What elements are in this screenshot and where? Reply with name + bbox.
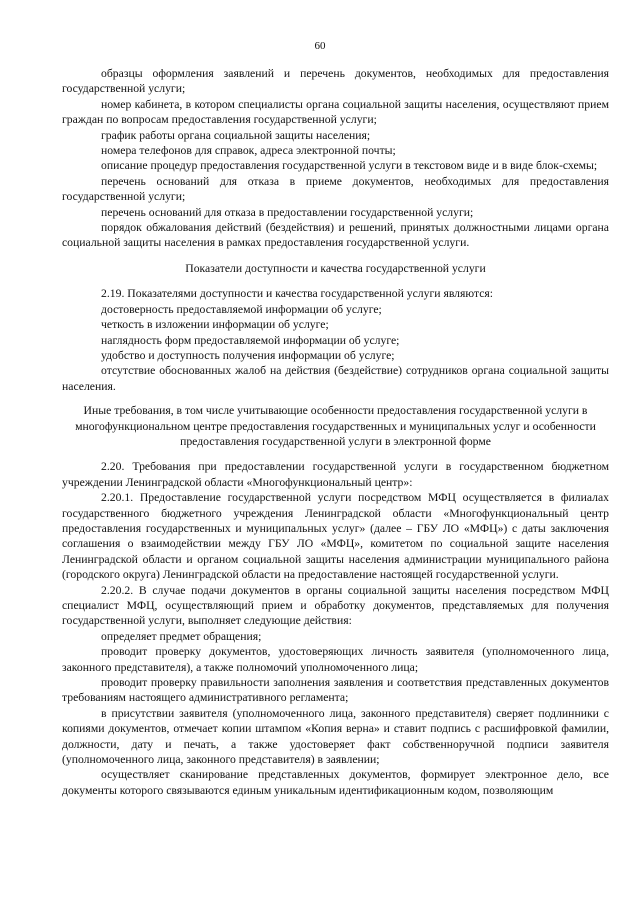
list-item: удобство и доступность получения информации об услуге; — [101, 348, 395, 362]
paragraph: 2.20. Требования при предоставлении государственной услуги в государственном бюджетном учреждении Ленинградской области «Многофункциональный центр»: — [62, 460, 609, 489]
paragraph: номер кабинета, в котором специалисты органа социальной защиты населения, осуществляют прием граждан по вопросам предоставления государственной услуги; — [62, 97, 609, 127]
paragraph: график работы органа социальной защиты населения; — [101, 128, 371, 142]
list-item: достоверность предоставляемой информации об услуге; — [101, 302, 382, 316]
list-item: в присутствии заявителя (уполномоченного лица, законного представителя) сверяет подлинники с копиями документов, отмечает копии штампом «Копия верна» и ставит подпись с расшифровкой фамилии, должности, дату и печать, а также удостоверяет факт собственноручной подписи заявителя (уполномоченного лица, законного представителя) в заявлении; — [62, 706, 609, 767]
paragraph: 2.19. Показателями доступности и качества государственной услуги являются: — [101, 287, 494, 301]
paragraph: 2.20.1. Предоставление государственной услуги посредством МФЦ осуществляется в филиалах государственного бюджетного учреждения Ленинградской области «Многофункциональный центр предоставления государственных и муниципальных услуг» (далее – ГБУ ЛО «МФЦ») с даты заключения соглашения о взаимодействии между ГБУ ЛО «МФЦ», комитетом по социальной защите населения Ленинградской области и органом социальной защиты населения администрации муниципального района (городского округа) Ленинградской области на предоставление настоящей государственной услуги. — [62, 491, 609, 582]
page-content — [62, 66, 609, 798]
paragraph: образцы оформления заявлений и перечень документов, необходимых для предоставления государственной услуги; — [62, 67, 609, 96]
section-heading-other-requirements: Иные требования, в том числе учитывающие особенности предоставления государственной услуги в многофункциональном центре предоставления государственных и муниципальных услуг и особенности предоставления государственной услуги в электронной форме — [75, 404, 596, 448]
section-heading-accessibility: Показатели доступности и качества государственной услуги — [185, 261, 486, 275]
paragraph: 2.20.2. В случае подачи документов в органы социальной защиты населения посредством МФЦ специалист МФЦ, осуществляющий прием и обработку документов, представляемых для получения государственной услуги, выполняет следующие действия: — [62, 583, 609, 628]
list-item: отсутствие обоснованных жалоб на действия (бездействие) сотрудников органа социальной защиты населения. — [62, 364, 609, 393]
page-number: 60 — [314, 40, 326, 52]
paragraph: номера телефонов для справок, адреса электронной почты; — [101, 144, 396, 158]
paragraph: порядок обжалования действий (бездействия) и решений, принятых должностными лицами органа социальной защиты населения в рамках предоставления государственной услуги. — [62, 221, 609, 250]
list-item: определяет предмет обращения; — [101, 629, 262, 643]
list-item: проводит проверку правильности заполнения заявления и соответствия представленных документов требованиям настоящего административного регламента; — [62, 676, 609, 705]
list-item: осуществляет сканирование представленных документов, формирует электронное дело, все документы которого связываются единым уникальным идентификационным кодом, позволяющим — [62, 768, 609, 797]
paragraph: описание процедур предоставления государственной услуги в текстовом виде и в виде блок-схемы; — [101, 159, 598, 173]
paragraph: перечень оснований для отказа в предоставлении государственной услуги; — [101, 205, 474, 219]
list-item: проводит проверку документов, удостоверяющих личность заявителя (уполномоченного лица, законного представителя), а также полномочий уполномоченного лица; — [62, 645, 609, 674]
paragraph: перечень оснований для отказа в приеме документов, необходимых для предоставления государственной услуги; — [62, 174, 609, 204]
list-item: наглядность форм предоставляемой информации об услуге; — [101, 333, 400, 347]
list-item: четкость в изложении информации об услуге; — [101, 318, 329, 332]
